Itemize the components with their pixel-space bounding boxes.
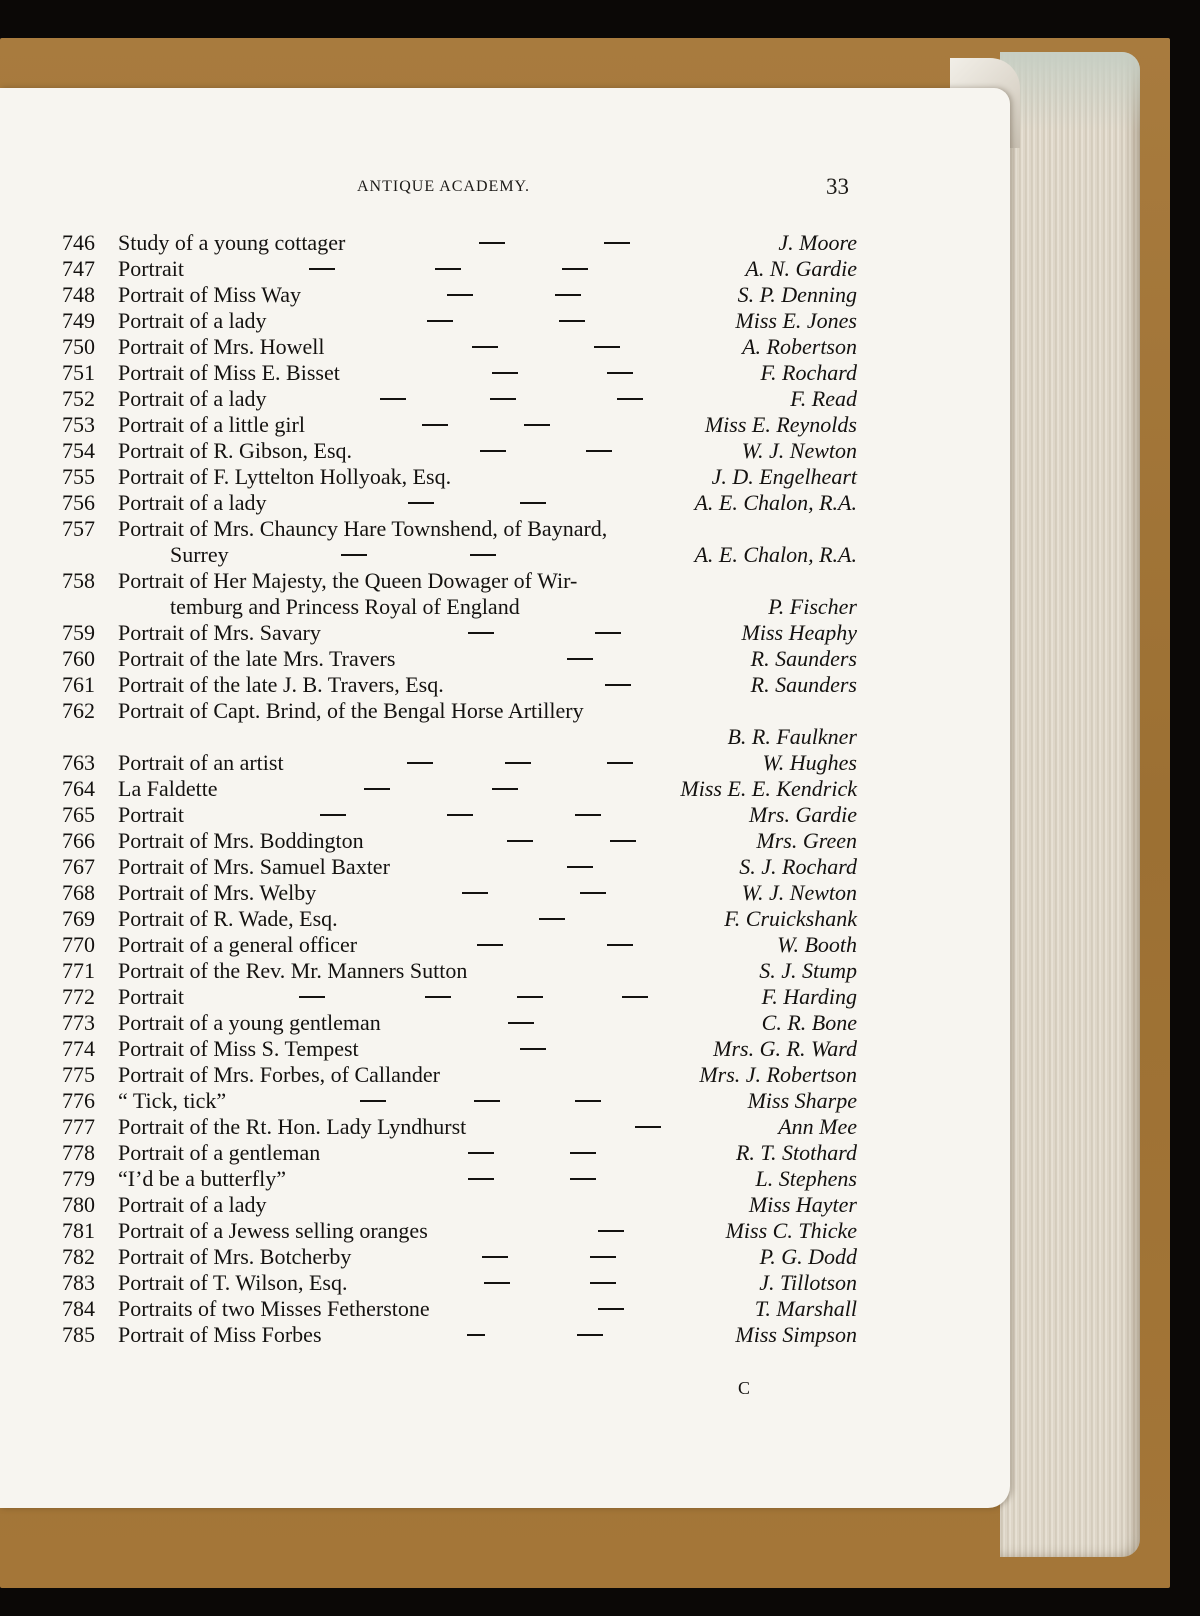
page-edges-top <box>1000 52 1140 132</box>
catalogue-entry: 759 Portrait of Mrs. Savary Miss Heaphy <box>62 620 857 645</box>
catalogue-entry: 782 Portrait of Mrs. Botcherby P. G. Dodd <box>62 1244 857 1269</box>
catalogue-entry: 747 Portrait A. N. Gardie <box>62 256 857 281</box>
catalogue-entry: 776 “ Tick, tick” Miss Sharpe <box>62 1088 857 1113</box>
catalogue-entry: 764 La Faldette Miss E. E. Kendrick <box>62 776 857 801</box>
catalogue-entry: 766 Portrait of Mrs. Boddington Mrs. Green <box>62 828 857 853</box>
catalogue-entry: 785 Portrait of Miss Forbes Miss Simpson <box>62 1322 857 1347</box>
catalogue-entry: 771 Portrait of the Rev. Mr. Manners Sutton S. J. Stump <box>62 958 857 983</box>
catalogue-entry: 779 “I’d be a butterfly” L. Stephens <box>62 1166 857 1191</box>
catalogue-entry: 781 Portrait of a Jewess selling oranges Miss C. Thicke <box>62 1218 857 1243</box>
running-head: ANTIQUE ACADEMY. <box>357 178 531 195</box>
catalogue-entry: 760 Portrait of the late Mrs. Travers R. Saunders <box>62 646 857 671</box>
page-header <box>0 174 1000 208</box>
catalogue-entry: 763 Portrait of an artist W. Hughes <box>62 750 857 775</box>
catalogue-entry: 767 Portrait of Mrs. Samuel Baxter S. J. Rochard <box>62 854 857 879</box>
catalogue-entry: 762 Portrait of Capt. Brind, of the Bengal Horse Artillery <box>62 698 584 723</box>
catalogue-entry: 750 Portrait of Mrs. Howell A. Robertson <box>62 334 857 359</box>
catalogue-entry: 749 Portrait of a lady Miss E. Jones <box>62 308 857 333</box>
catalogue-entry: 770 Portrait of a general officer W. Booth <box>62 932 857 957</box>
page-number: 33 <box>826 174 849 199</box>
catalogue-entry: 757 Portrait of Mrs. Chauncy Hare Townshend, of Baynard, <box>62 516 608 541</box>
catalogue-entry: 780 Portrait of a lady Miss Hayter <box>62 1192 857 1217</box>
catalogue-entry: 773 Portrait of a young gentleman C. R. Bone <box>62 1010 857 1035</box>
catalogue-entry: 765 Portrait Mrs. Gardie <box>62 802 857 827</box>
catalogue-entry: 758 Portrait of Her Majesty, the Queen Dowager of Wir- <box>62 568 578 593</box>
catalogue-entry: 768 Portrait of Mrs. Welby W. J. Newton <box>62 880 857 905</box>
signature-mark: C <box>738 1378 751 1398</box>
catalogue-entry: 751 Portrait of Miss E. Bisset F. Rochard <box>62 360 857 385</box>
catalogue-entry: 777 Portrait of the Rt. Hon. Lady Lyndhurst Ann Mee <box>62 1114 857 1139</box>
catalogue-entry: 772 Portrait F. Harding <box>62 984 857 1009</box>
catalogue-entry: 756 Portrait of a lady A. E. Chalon, R.A. <box>62 490 857 515</box>
catalogue-entry: 761 Portrait of the late J. B. Travers, Esq. R. Saunders <box>62 672 857 697</box>
catalogue-entry: 783 Portrait of T. Wilson, Esq. J. Tillotson <box>62 1270 857 1295</box>
catalogue-entry: 784 Portraits of two Misses Fetherstone T. Marshall <box>62 1296 857 1321</box>
catalogue-entry: 755 Portrait of F. Lyttelton Hollyoak, Esq. J. D. Engelheart <box>62 464 857 489</box>
catalogue-entry-continuation: temburg and Princess Royal of England P. Fischer <box>170 594 857 619</box>
catalogue-entry: 769 Portrait of R. Wade, Esq. F. Cruickshank <box>62 906 857 931</box>
catalogue-entry: 778 Portrait of a gentleman R. T. Stothard <box>62 1140 857 1165</box>
catalogue-entry: 753 Portrait of a little girl Miss E. Reynolds <box>62 412 857 437</box>
catalogue-entry: 774 Portrait of Miss S. Tempest Mrs. G. R. Ward <box>62 1036 857 1061</box>
catalogue-entry: 754 Portrait of R. Gibson, Esq. W. J. Newton <box>62 438 857 463</box>
catalogue-entry: 746 Study of a young cottager J. Moore <box>62 230 857 255</box>
catalogue-entry: 775 Portrait of Mrs. Forbes, of Callander Mrs. J. Robertson <box>62 1062 857 1087</box>
catalogue-entry-continuation: Surrey A. E. Chalon, R.A. <box>170 542 857 567</box>
page-edges <box>1000 52 1140 1557</box>
catalogue-entry: 752 Portrait of a lady F. Read <box>62 386 857 411</box>
catalogue-entry-continuation: B. R. Faulkner <box>727 724 857 749</box>
catalogue-entry: 748 Portrait of Miss Way S. P. Denning <box>62 282 857 307</box>
